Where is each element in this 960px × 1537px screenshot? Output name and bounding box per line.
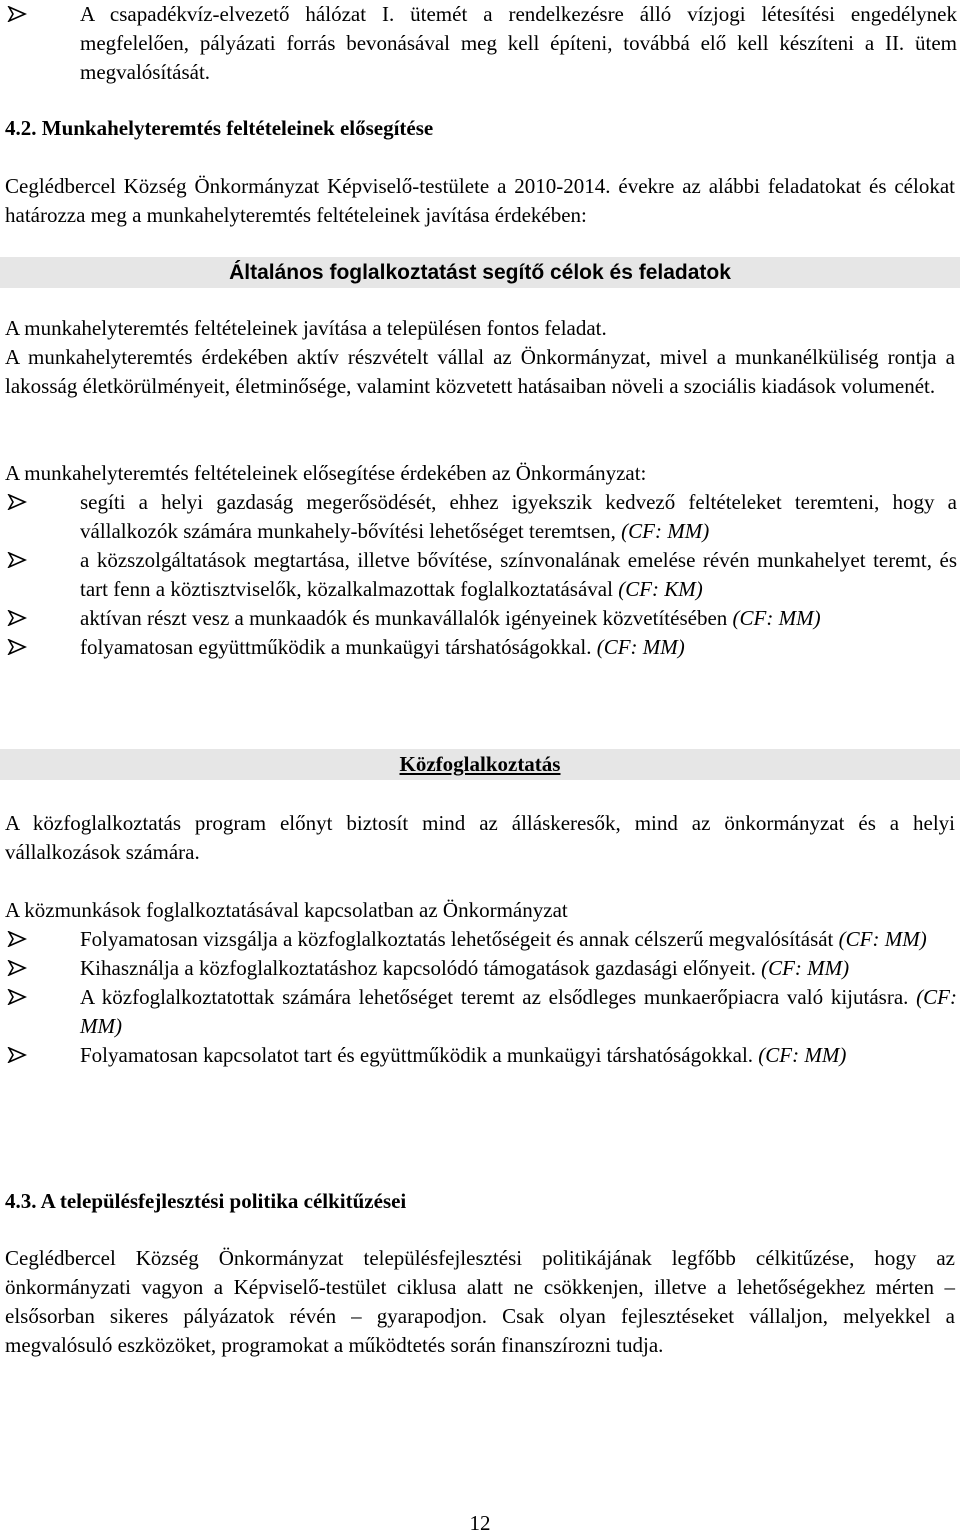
bullet-text: Kihasználja a közfoglalkoztatáshoz kapcsolódó támogatások gazdasági előnyeit.: [80, 956, 762, 980]
bullet-text: Folyamatosan vizsgálja a közfoglalkoztatás lehetőségeit és annak célszerű megvalósítását: [80, 927, 839, 951]
kozfog-paragraph-2: A közmunkások foglalkoztatásával kapcsolatban az Önkormányzat: [5, 898, 568, 922]
general-paragraph-1: A munkahelyteremtés feltételeinek javítása a településen fontos feladat.: [5, 316, 607, 340]
section-4-2-intro: Ceglédbercel Község Önkormányzat Képviselő-testülete a 2010-2014. évekre az alábbi feladatokat és célokat határozza meg a munkahelyteremtés feltételeinek javítása érdekében:: [5, 174, 955, 227]
section-4-3-paragraph: Ceglédbercel Község Önkormányzat településfejlesztési politikájának legfőbb célkitűzése, hogy az önkormányzati vagyon a Képviselő-testület ciklusa alatt ne csökkenjen, illetve a lehetőségekhez mérten – elsősorban sikeres pályázatok révén – gyarapodjon. Csak olyan fejlesztéseket vállaljon, melyekkel a megvalósuló eszközöket, programokat a működtetés során finanszírozni tudja.: [5, 1246, 955, 1357]
cf-tag: (CF: MM): [732, 606, 821, 630]
arrow-bullet-icon: [5, 983, 29, 1012]
cf-tag: (CF: MM): [838, 927, 927, 951]
list-item: [5, 633, 957, 662]
list-item: [5, 546, 957, 604]
general-bullet-list: [5, 488, 957, 662]
section-heading-4-2: 4.2. Munkahelyteremtés feltételeinek elősegítése: [5, 116, 434, 140]
cf-tag: (CF: MM): [80, 985, 957, 1038]
list-item: [5, 983, 957, 1041]
bullet-text: a közszolgáltatások megtartása, illetve bővítése, színvonalának emelése révén munkahelyet teremt, és tart fenn a köztisztviselők, közalkalmazottak foglalkoztatásával: [80, 548, 957, 601]
list-item: [5, 604, 957, 633]
intro-bullet-list: [5, 0, 957, 87]
intro-bullet-text: A csapadékvíz-elvezető hálózat I. ütemét a rendelkezésre álló vízjogi létesítési engedélynek megfelelően, pályázati forrás bevonásával meg kell építeni, továbbá elő kell készíteni a II. ütem megvalósítását.: [80, 2, 957, 84]
kozfog-paragraph-1: A közfoglalkoztatás program előnyt biztosít mind az álláskeresők, mind az önkormányzat és a helyi vállalkozások számára.: [5, 811, 955, 864]
bullet-text: A közfoglalkoztatottak számára lehetőséget teremt az elsődleges munkaerőpiacra való kijutásra.: [80, 985, 917, 1009]
arrow-bullet-icon: [5, 0, 29, 29]
arrow-bullet-icon: [5, 604, 29, 633]
section-heading-4-3: 4.3. A településfejlesztési politika célkitűzései: [5, 1189, 407, 1213]
arrow-bullet-icon: [5, 1041, 29, 1070]
band-title-general: Általános foglalkoztatást segítő célok és feladatok: [229, 261, 731, 284]
arrow-bullet-icon: [5, 954, 29, 983]
list-item: [5, 0, 957, 87]
bullet-text: aktívan részt vesz a munkaadók és munkavállalók igényeinek közvetítésében: [80, 606, 733, 630]
cf-tag: (CF: KM): [618, 577, 703, 601]
arrow-bullet-icon: [5, 488, 29, 517]
cf-tag: (CF: MM): [758, 1043, 847, 1067]
page-number: 12: [469, 1511, 491, 1535]
band-title-kozfoglalkoztatas: Közfoglalkoztatás: [399, 752, 561, 776]
list-item: [5, 954, 957, 983]
arrow-bullet-icon: [5, 925, 29, 954]
bullet-text: Folyamatosan kapcsolatot tart és együttműködik a munkaügyi társhatóságokkal.: [80, 1043, 759, 1067]
bullet-text: segíti a helyi gazdaság megerősödését, ehhez igyekszik kedvező feltételeket teremteni, hogy a vállalkozók számára munkahely-bővítési lehetőséget teremtsen,: [80, 490, 957, 543]
general-paragraph-2: A munkahelyteremtés érdekében aktív részvételt vállal az Önkormányzat, mivel a munkanélküliség rontja a lakosság életkörülményeit, életminősége, valamint közvetett hatásaiban növeli a szociális kiadások volumenét.: [5, 345, 955, 398]
cf-tag: (CF: MM): [761, 956, 850, 980]
arrow-bullet-icon: [5, 633, 29, 662]
list-item: [5, 1041, 957, 1070]
kozfog-bullet-list: [5, 925, 957, 1070]
cf-tag: (CF: MM): [621, 519, 710, 543]
cf-tag: (CF: MM): [596, 635, 685, 659]
list-item: [5, 488, 957, 546]
general-paragraph-3: A munkahelyteremtés feltételeinek elősegítése érdekében az Önkormányzat:: [5, 461, 647, 485]
arrow-bullet-icon: [5, 546, 29, 575]
bullet-text: folyamatosan együttműködik a munkaügyi társhatóságokkal.: [80, 635, 597, 659]
list-item: [5, 925, 957, 954]
